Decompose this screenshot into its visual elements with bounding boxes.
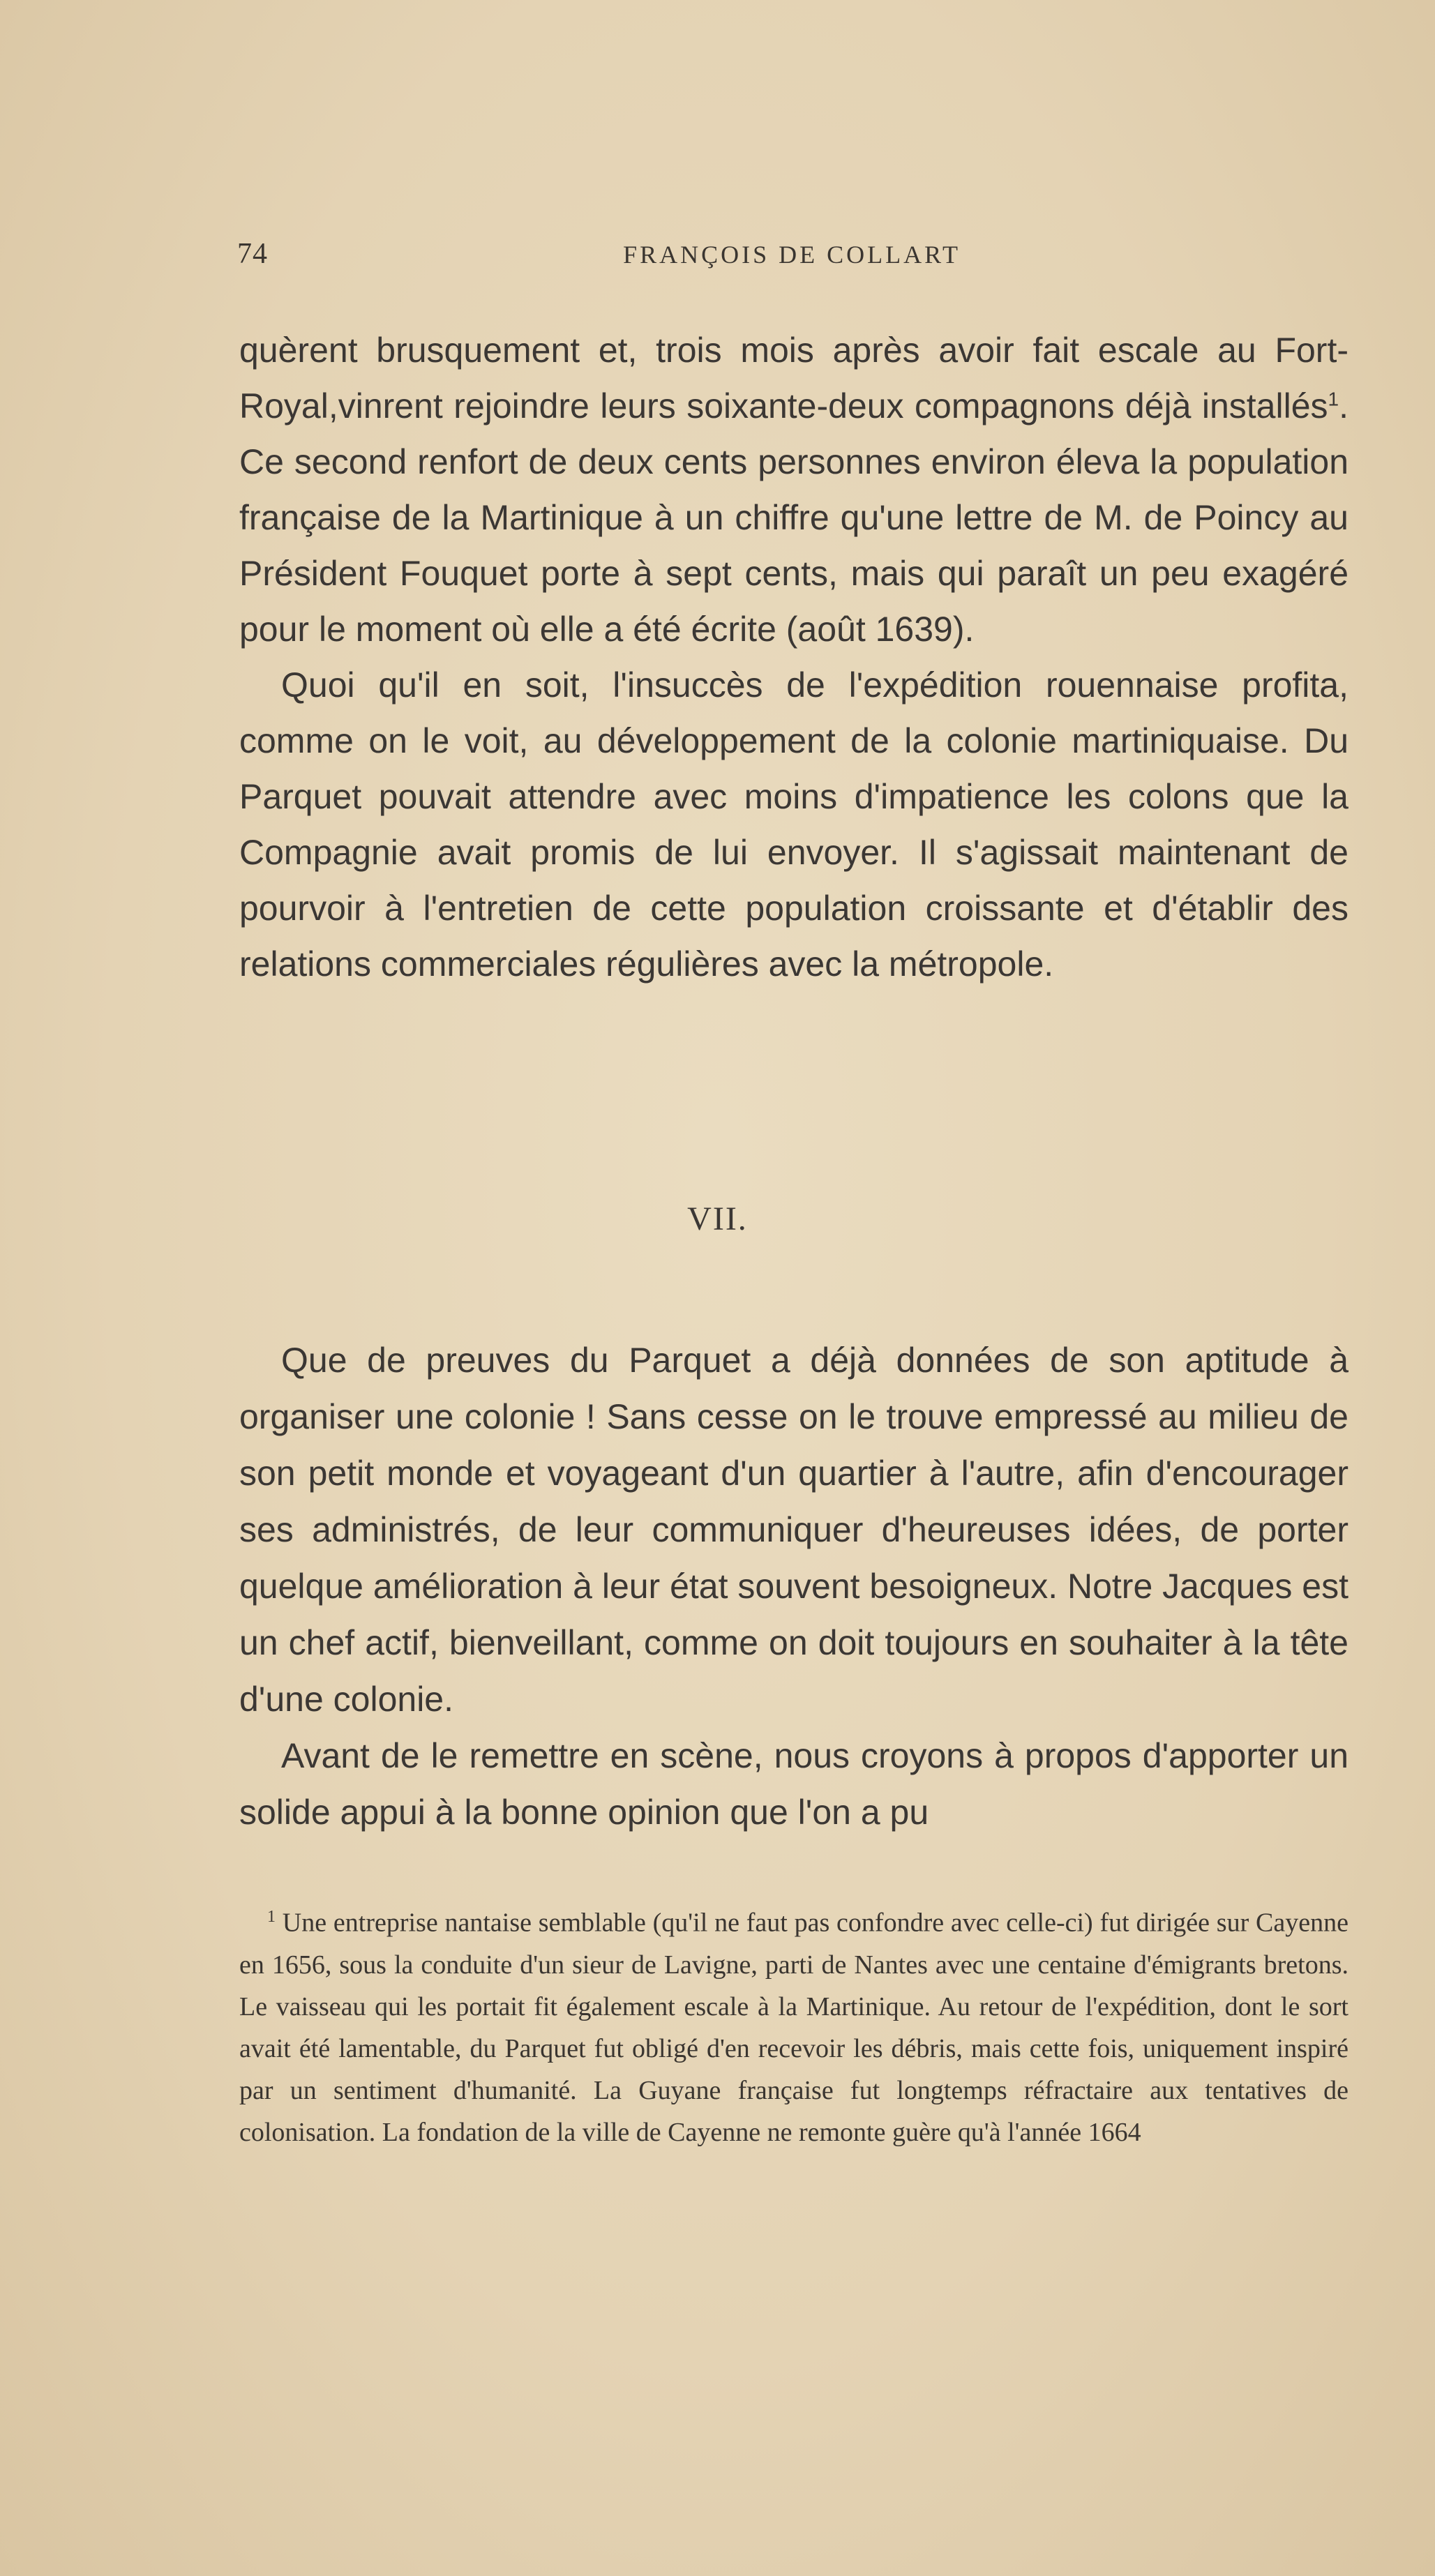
page-number: 74 xyxy=(237,238,268,270)
section-heading: VII. xyxy=(687,1200,748,1237)
section-text xyxy=(239,1332,1348,1841)
footnote-text: Une entreprise nantaise semblable (qu'il ne faut pas confondre avec celle-ci) fut dirigée sur Cayenne en 1656, sous la conduite d'un sieur de Lavigne, parti de Nantes avec une centaine d'émigrants bretons. Le vaisseau qui les portait fit également escale à la Martinique. Au retour de l'expédition, dont le sort avait été lamentable, du Parquet fut obligé d'en recevoir les débris, mais cette fois, uniquement inspiré par un sentiment d'humanité. La Guyane française fut longtemps réfractaire aux tentatives de colonisation. La fondation de la ville de Cayenne ne remonte guère qu'à l'année 1664 xyxy=(239,1908,1348,2147)
paragraph: Avant de le remettre en scène, nous croyons à propos d'apporter un solide appui à la bonne opinion que l'on a pu xyxy=(239,1736,1348,1832)
running-head: FRANÇOIS DE COLLART xyxy=(623,241,961,269)
footnote xyxy=(239,1896,1348,2153)
paragraph-text-after-note: . Ce second renfort de deux cents personnes environ éleva la population française de la Martinique à un chiffre qu'une lettre de M. de Poincy au Président Fouquet porte à sept cents, mais qui paraît un peu exagéré pour le moment où elle a été écrite (août 1639). xyxy=(239,386,1348,649)
page-header xyxy=(237,237,1346,279)
main-text xyxy=(239,322,1348,992)
paragraph: Que de preuves du Parquet a déjà données de son aptitude à organiser une colonie ! Sans cesse on le trouve empressé au milieu de son petit monde et voyageant d'un quartier à l'autre, afin d'encourager ses administrés, de leur communiquer d'heureuses idées, de porter quelque amélioration à leur état souvent besoigneux. Notre Jacques est un chef actif, bienveillant, comme on doit toujours en souhaiter à la tête d'une colonie. xyxy=(239,1341,1348,1719)
paragraph-continuation xyxy=(239,322,1348,657)
footnote-marker: 1 xyxy=(267,1908,276,1926)
paragraph-text-before-note: quèrent brusquement et, trois mois après avoir fait escale au Fort-Royal,vinrent rejoindre leurs soixante-deux compagnons déjà installés xyxy=(239,331,1348,425)
paragraph: Quoi qu'il en soit, l'insuccès de l'expédition rouennaise profita, comme on le voit, au développement de la colonie martiniquaise. Du Parquet pouvait attendre avec moins d'impatience les colons que la Compagnie avait promis de lui envoyer. Il s'agissait maintenant de pourvoir à l'entretien de cette population croissante et d'établir des relations commerciales régulières avec la métropole. xyxy=(239,665,1348,984)
footnote-reference: 1 xyxy=(1328,388,1339,410)
